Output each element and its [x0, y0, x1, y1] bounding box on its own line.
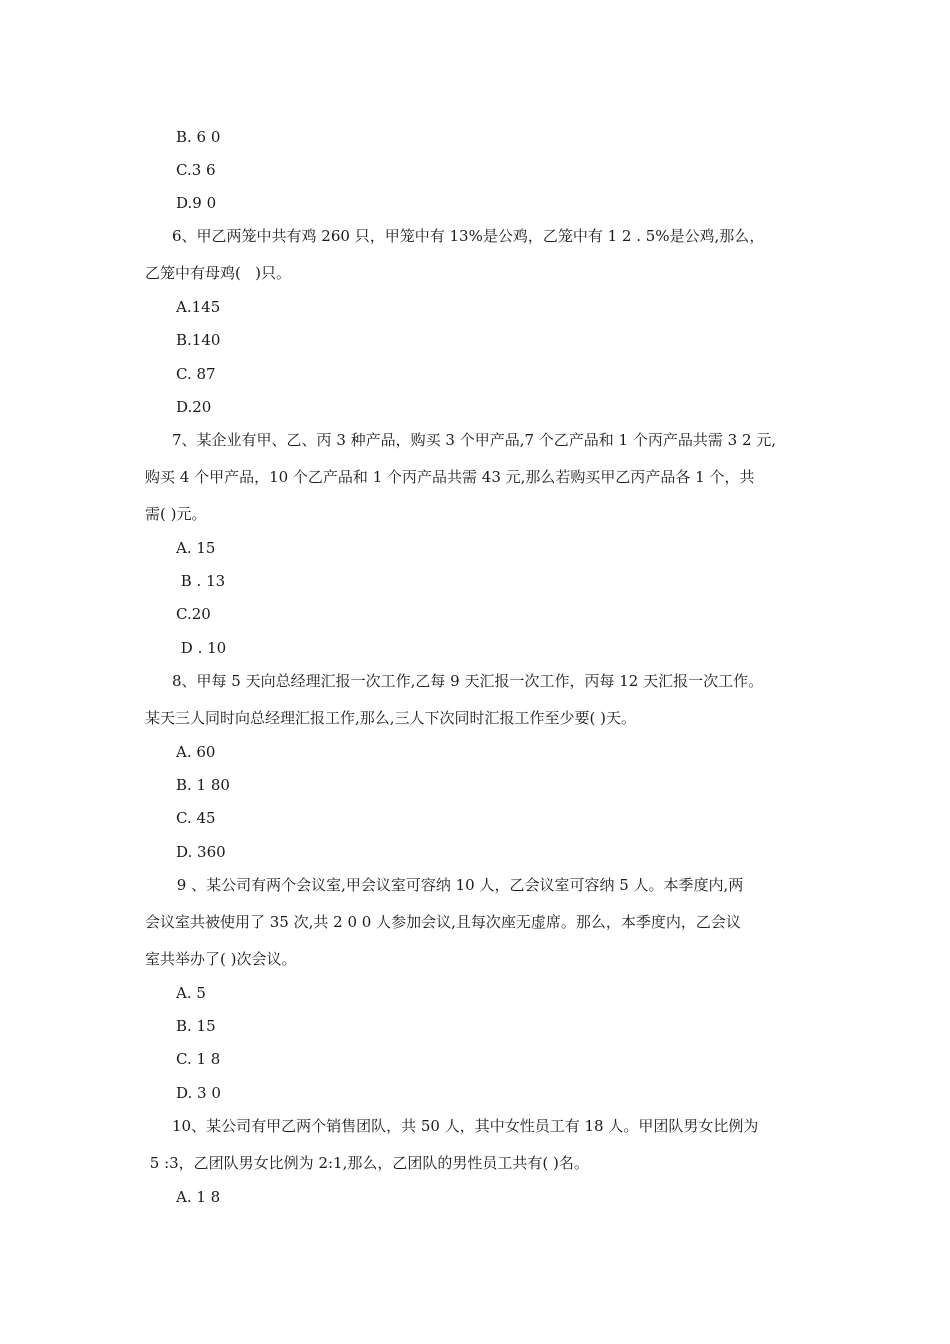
option-line: B.140 [176, 331, 221, 349]
question-line: 8、甲每 5 天向总经理汇报一次工作,乙每 9 天汇报一次工作，丙每 12 天汇报一次工作。 [172, 672, 764, 690]
question-continuation-line: 需( )元。 [145, 505, 207, 523]
option-line: D.9 0 [176, 194, 217, 212]
option-line: D. 360 [176, 843, 226, 861]
option-line: C.3 6 [176, 161, 216, 179]
question-continuation-line: 乙笼中有母鸡( )只。 [145, 264, 292, 282]
question-line: 7、某企业有甲、乙、丙 3 种产品，购买 3 个甲产品,7 个乙产品和 1 个丙产品共需 3 2 元, [172, 431, 777, 449]
option-line: A. 1 8 [176, 1188, 221, 1206]
option-line: D . 10 [176, 639, 227, 657]
option-line: C. 87 [176, 365, 216, 383]
option-line: A.145 [176, 298, 221, 316]
question-line: 6、甲乙两笼中共有鸡 260 只，甲笼中有 13%是公鸡，乙笼中有 1 2 . 5%是公鸡,那么， [172, 227, 765, 245]
question-continuation-line: 室共举办了( )次会议。 [145, 950, 297, 968]
option-line: D. 3 0 [176, 1084, 221, 1102]
option-line: C. 45 [176, 809, 216, 827]
option-line: C. 1 8 [176, 1050, 221, 1068]
option-line: A. 15 [176, 539, 216, 557]
option-line: A. 60 [176, 743, 216, 761]
option-line: C.20 [176, 605, 211, 623]
option-line: B. 15 [176, 1017, 216, 1035]
question-line: 9 、某公司有两个会议室,甲会议室可容纳 10 人，乙会议室可容纳 5 人。本季度内,两 [172, 876, 744, 894]
question-continuation-line: 某天三人同时向总经理汇报工作,那么,三人下次同时汇报工作至少要( )天。 [145, 709, 637, 727]
option-line: A. 5 [176, 984, 206, 1002]
option-line: B. 6 0 [176, 128, 221, 146]
question-continuation-line: 会议室共被使用了 35 次,共 2 0 0 人参加会议,且每次座无虚席。那么，本季度内，乙会议 [145, 913, 741, 931]
question-continuation-line: 购买 4 个甲产品，10 个乙产品和 1 个丙产品共需 43 元,那么若购买甲乙丙产品各 1 个，共 [145, 468, 755, 486]
question-line: 10、某公司有甲乙两个销售团队，共 50 人，其中女性员工有 18 人。甲团队男女比例为 [172, 1117, 759, 1135]
option-line: B. 1 80 [176, 776, 230, 794]
question-continuation-line: 5 :3，乙团队男女比例为 2:1,那么，乙团队的男性员工共有( )名。 [145, 1154, 589, 1172]
option-line: D.20 [176, 398, 212, 416]
option-line: B . 13 [176, 572, 226, 590]
